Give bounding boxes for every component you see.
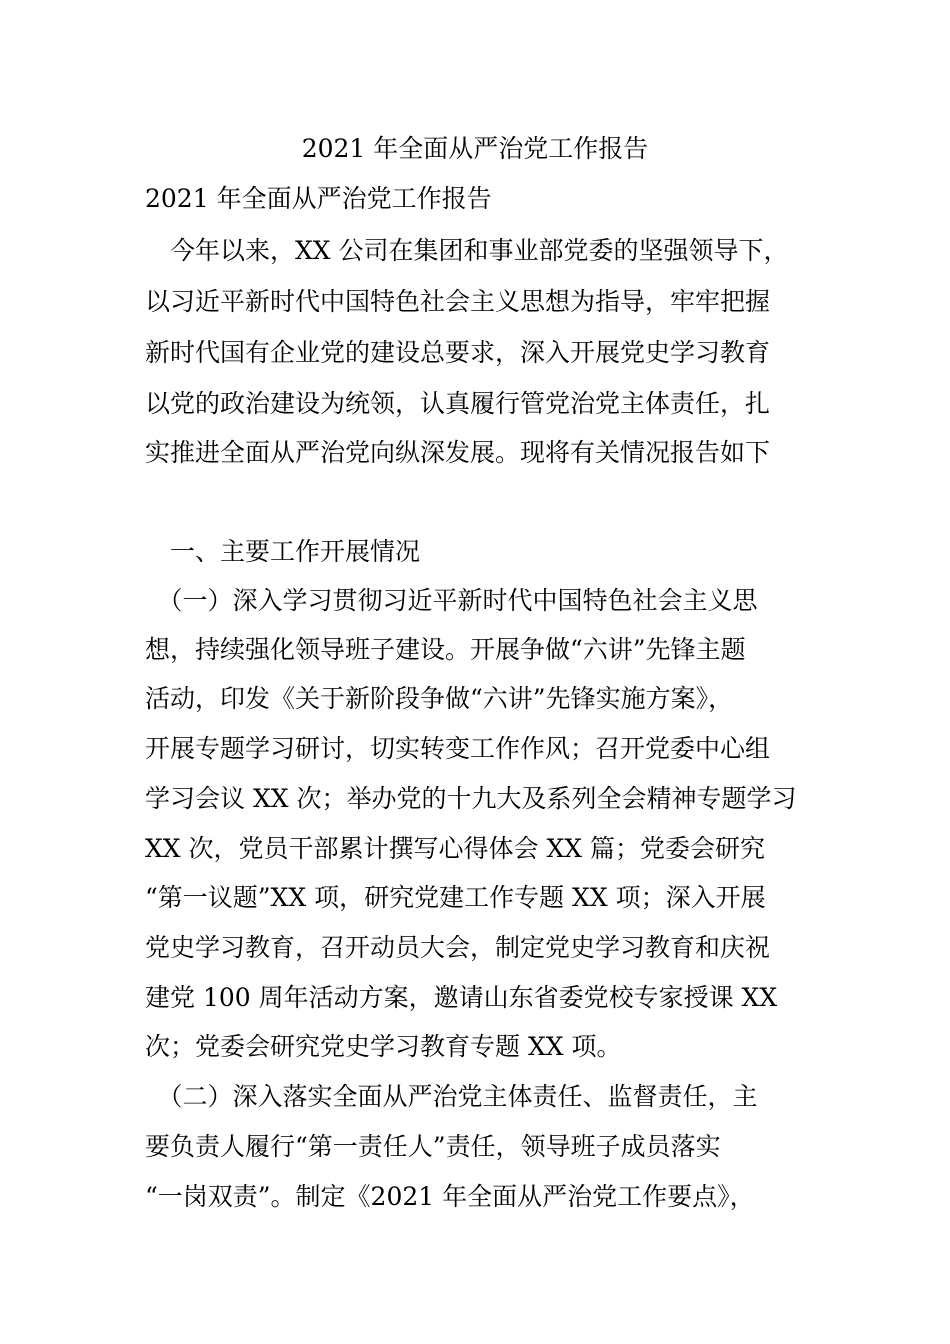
text-line: （一）深入学习贯彻习近平新时代中国特色社会主义思 (145, 586, 758, 615)
text-line: 以习近平新时代中国特色社会主义思想为指导，牢牢把握 (145, 287, 771, 316)
text-line: 学习会议 XX 次；举办党的十九大及系列全会精神专题学习 (145, 784, 797, 813)
text-line: 想，持续强化领导班子建设。开展争做“六讲”先锋主题 (145, 635, 746, 664)
text-line: 党史学习教育，召开动员大会，制定党史学习教育和庆祝 (145, 933, 771, 962)
text-line: 开展专题学习研讨，切实转变工作作风；召开党委中心组 (145, 734, 771, 763)
text-line: XX 次，党员干部累计撰写心得体会 XX 篇；党委会研究 (145, 834, 766, 863)
text-line: 活动，印发《关于新阶段争做“六讲”先锋实施方案》， (145, 684, 734, 713)
text-line: （二）深入落实全面从严治党主体责任、监督责任，主 (145, 1082, 758, 1111)
text-line: 今年以来，XX 公司在集团和事业部党委的坚强领导下， (145, 236, 789, 265)
text-line: 次；党委会研究党史学习教育专题 XX 项。 (145, 1032, 622, 1061)
document-title: 2021 年全面从严治党工作报告 (301, 134, 649, 163)
text-line: 以党的政治建设为统领，认真履行管党治党主体责任，扎 (145, 389, 771, 418)
text-line: “一岗双责”。制定《2021 年全面从严治党工作要点》， (145, 1182, 755, 1211)
text-line: 要负责人履行“第一责任人”责任，领导班子成员落实 (145, 1132, 721, 1161)
section-heading-text: 一、主要工作开展情况 (145, 537, 421, 566)
text-line: 实推进全面从严治党向纵深发展。现将有关情况报告如下 (145, 438, 771, 467)
text-line: “第一议题”XX 项，研究党建工作专题 XX 项；深入开展 (145, 883, 766, 912)
document-subtitle: 2021 年全面从严治党工作报告 (145, 184, 492, 213)
text-line: 新时代国有企业党的建设总要求，深入开展党史学习教育 (145, 338, 771, 367)
text-line: 建党 100 周年活动方案，邀请山东省委党校专家授课 XX (145, 983, 778, 1012)
